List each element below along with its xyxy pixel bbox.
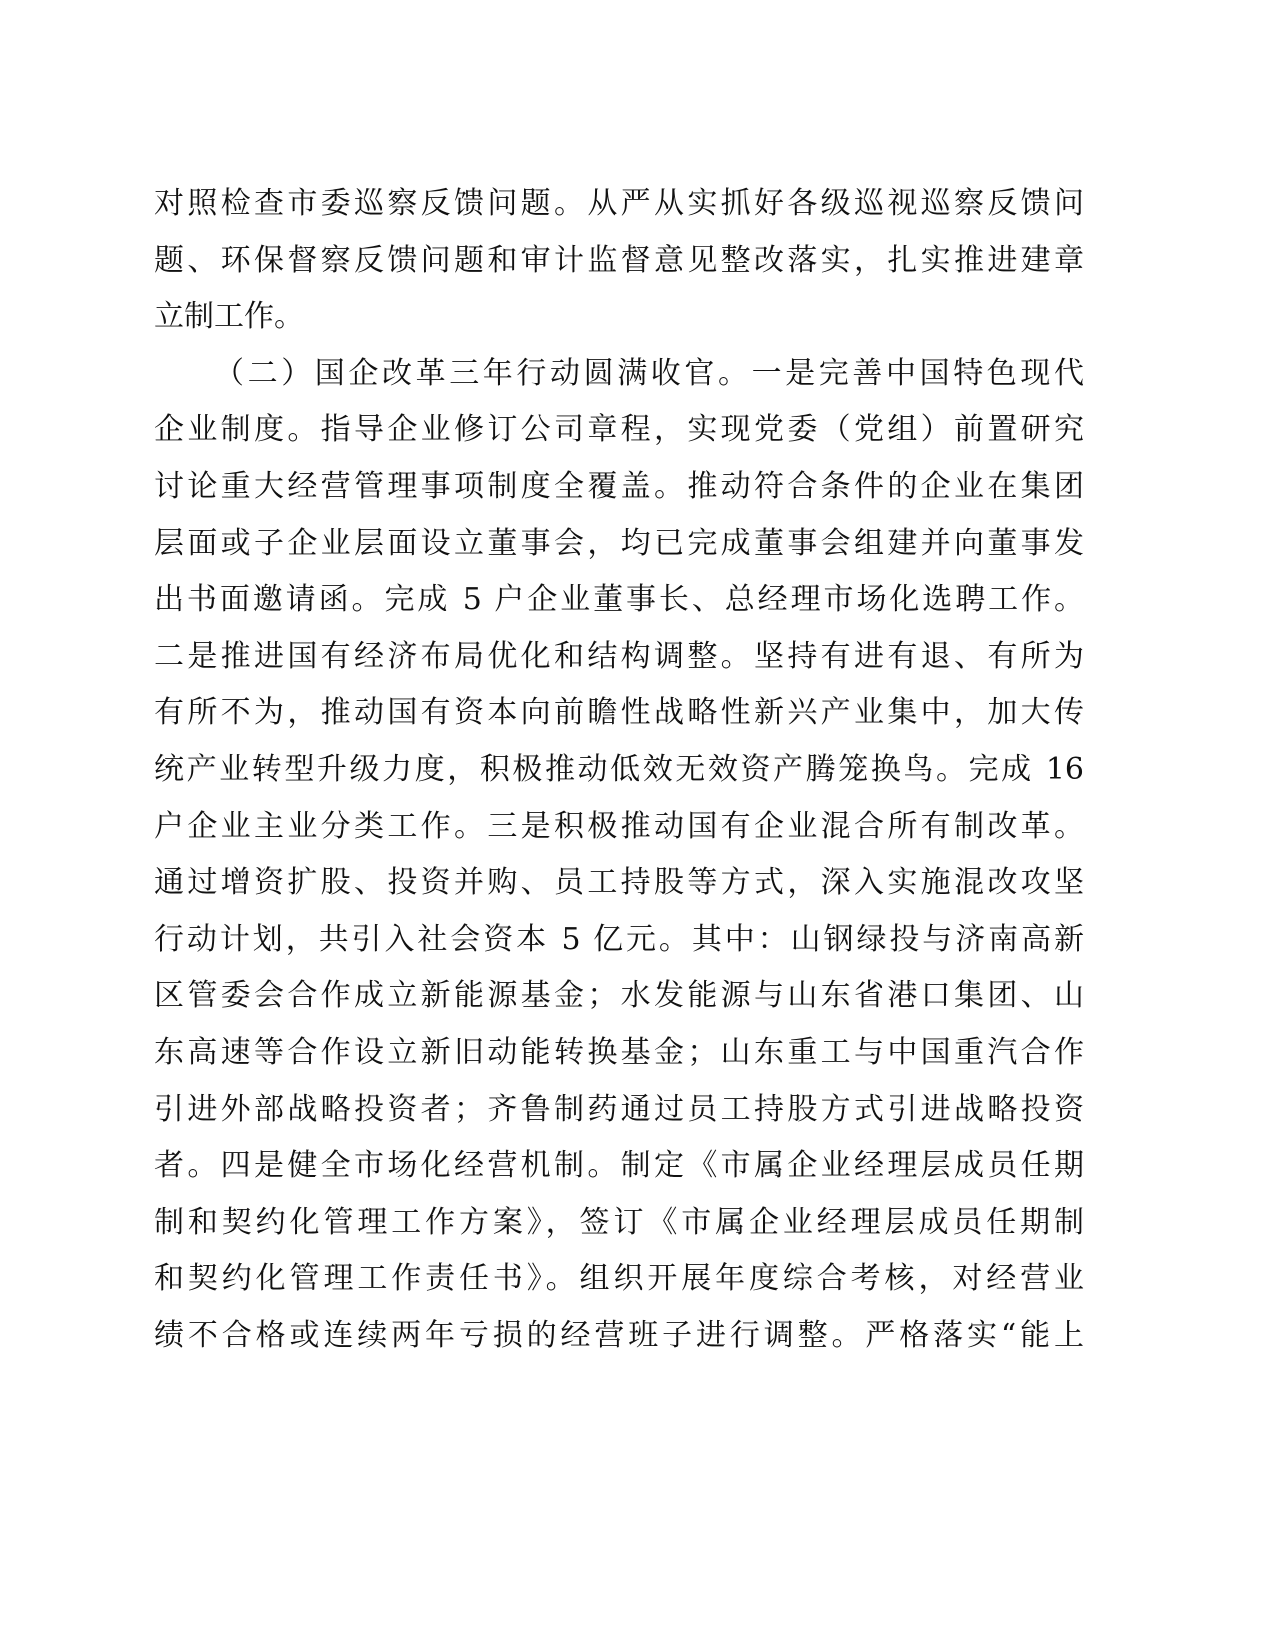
text-line-11: 统产业转型升级力度，积极推动低效无效资产腾笼换鸟。完成 16 [154, 751, 1084, 787]
text-line-19: 制和契约化管理工作方案》，签订《市属企业经理层成员任期制 [154, 1204, 1084, 1240]
text-line-3: 立制工作。 [154, 299, 304, 335]
text-line-4: （二）国企改革三年行动圆满收官。一是完善中国特色现代 [214, 355, 1084, 391]
text-line-17: 引进外部战略投资者；齐鲁制药通过员工持股方式引进战略投资 [154, 1091, 1084, 1127]
text-line-6: 讨论重大经营管理事项制度全覆盖。推动符合条件的企业在集团 [154, 468, 1084, 504]
body-text [154, 176, 1084, 1364]
text-line-12: 户企业主业分类工作。三是积极推动国有企业混合所有制改革。 [154, 808, 1084, 844]
text-line-20: 和契约化管理工作责任书》。组织开展年度综合考核，对经营业 [154, 1261, 1084, 1297]
text-line-15: 区管委会合作成立新能源基金；水发能源与山东省港口集团、山 [154, 978, 1084, 1014]
text-line-9: 二是推进国有经济布局优化和结构调整。坚持有进有退、有所为 [154, 638, 1084, 674]
text-line-18: 者。四是健全市场化经营机制。制定《市属企业经理层成员任期 [154, 1148, 1084, 1184]
text-line-2: 题、环保督察反馈问题和审计监督意见整改落实，扎实推进建章 [154, 242, 1084, 278]
text-line-5: 企业制度。指导企业修订公司章程，实现党委（党组）前置研究 [154, 412, 1084, 448]
text-line-1: 对照检查市委巡察反馈问题。从严从实抓好各级巡视巡察反馈问 [154, 186, 1084, 221]
text-line-13: 通过增资扩股、投资并购、员工持股等方式，深入实施混改攻坚 [154, 865, 1084, 901]
text-line-7: 层面或子企业层面设立董事会，均已完成董事会组建并向董事发 [154, 525, 1084, 561]
text-line-10: 有所不为，推动国有资本向前瞻性战略性新兴产业集中，加大传 [154, 695, 1084, 731]
text-line-8: 出书面邀请函。完成 5 户企业董事长、总经理市场化选聘工作。 [154, 582, 1084, 618]
text-line-21: 绩不合格或连续两年亏损的经营班子进行调整。严格落实“能上 [154, 1317, 1084, 1353]
text-line-14: 行动计划，共引入社会资本 5 亿元。其中：山钢绿投与济南高新 [154, 921, 1084, 957]
text-line-16: 东高速等合作设立新旧动能转换基金；山东重工与中国重汽合作 [154, 1034, 1084, 1070]
